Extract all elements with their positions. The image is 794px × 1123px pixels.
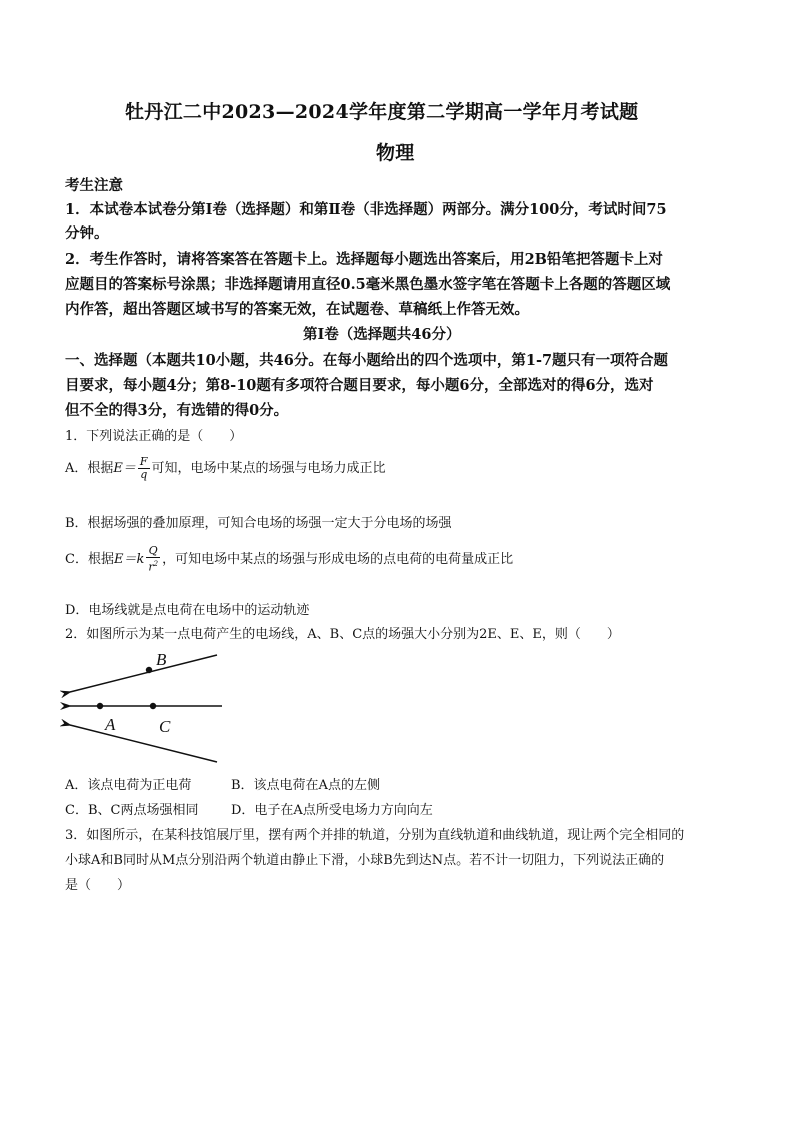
q1-option-a [65, 456, 386, 481]
point-b-dot [146, 667, 152, 673]
q2-option-b: B．该点电荷在A点的左侧 [231, 778, 380, 793]
q1-option-a-prefix: A．根据 [65, 461, 114, 476]
field-line-top [70, 655, 217, 692]
label-a: A [105, 715, 116, 734]
q2-stem: 2．如图所示为某一点电荷产生的电场线，A、B、C点的场强大小分别为2E、E、E，则（ ） [65, 627, 620, 642]
q1-option-c-frac-den [146, 558, 160, 574]
notice-item-2-line-2: 应题目的答案标号涂黑；非选择题请用直径0.5毫米黑色墨水签字笔在答题卡上各题的答题区域 [65, 276, 671, 293]
field-line-bottom [70, 725, 217, 762]
q2-option-d: D．电子在A点所受电场力方向向左 [231, 803, 433, 818]
q1-option-a-fraction [138, 456, 150, 481]
notice-item-1-line-2: 分钟。 [65, 225, 109, 242]
q1-stem: 1．下列说法正确的是（ ） [65, 429, 243, 444]
label-c: C [159, 717, 171, 736]
notice-item-2-line-3: 内作答，超出答题区域书写的答案无效，在试题卷、草稿纸上作答无效。 [65, 301, 529, 318]
notice-item-1-line-1: 1．本试卷本试卷分第Ⅰ卷（选择题）和第Ⅱ卷（非选择题）两部分。满分100分，考试时间75 [65, 201, 667, 218]
notice-item-2-line-1: 2．考生作答时，请将答案答在答题卡上。选择题每小题选出答案后，用2B铅笔把答题卡上对 [65, 251, 663, 268]
q2-option-c: C．B、C两点场强相同 [65, 803, 199, 818]
section-instructions-line-2: 目要求，每小题4分；第8-10题有多项符合题目要求，每小题6分，全部选对的得6分，选对 [65, 377, 654, 394]
q1-option-a-frac-num: F [139, 455, 148, 468]
label-b: B [156, 650, 167, 669]
q3-stem-line-2: 小球A和B同时从M点分别沿两个轨道由静止下滑，小球B先到达N点。若不计一切阻力，下列说法正确的 [65, 853, 665, 868]
q1-option-a-formula-lhs: E＝ [113, 461, 136, 476]
point-c-dot [150, 703, 156, 709]
notice-heading: 考生注意 [65, 177, 123, 194]
q3-stem-line-1: 3．如图所示，在某科技馆展厅里，摆有两个并排的轨道，分别为直线轨道和曲线轨道，现让两个完全相同的 [65, 828, 685, 843]
q3-stem-line-3: 是（ ） [65, 878, 131, 893]
exam-title: 牡丹江二中2023—2024学年度第二学期高一学年月考试题 [125, 101, 639, 123]
part1-heading: 第Ⅰ卷（选择题共46分） [303, 326, 461, 343]
q1-option-c-suffix: ，可知电场中某点的场强与形成电场的点电荷的电荷量成正比 [162, 551, 514, 567]
q1-option-c-frac-den-exponent: 2 [153, 560, 159, 568]
q1-option-c-formula-lhs: E＝k [113, 551, 145, 567]
section-instructions-line-3: 但不全的得3分，有选错的得0分。 [65, 402, 289, 419]
q1-option-d: D．电场线就是点电荷在电场中的运动轨迹 [65, 603, 310, 618]
point-a-dot [97, 703, 103, 709]
q2-option-a: A．该点电荷为正电荷 [65, 778, 192, 793]
q1-option-c-frac-den-base: r [148, 560, 154, 574]
q1-option-c-prefix: C．根据 [65, 551, 114, 567]
q1-option-c [65, 545, 513, 574]
section-instructions-line-1: 一、选择题（本题共10小题，共46分。在每小题给出的四个选项中，第1-7题只有一项符合题 [65, 352, 669, 369]
subject-title: 物理 [376, 142, 415, 164]
q1-option-a-suffix: 可知，电场中某点的场强与电场力成正比 [151, 461, 386, 476]
electric-field-figure [60, 645, 230, 770]
q1-option-a-frac-den: q [140, 468, 148, 481]
q1-option-b: B．根据场强的叠加原理，可知合电场的场强一定大于分电场的场强 [65, 516, 452, 531]
q1-option-c-frac-num: Q [146, 545, 160, 558]
q1-option-c-fraction [146, 545, 160, 574]
